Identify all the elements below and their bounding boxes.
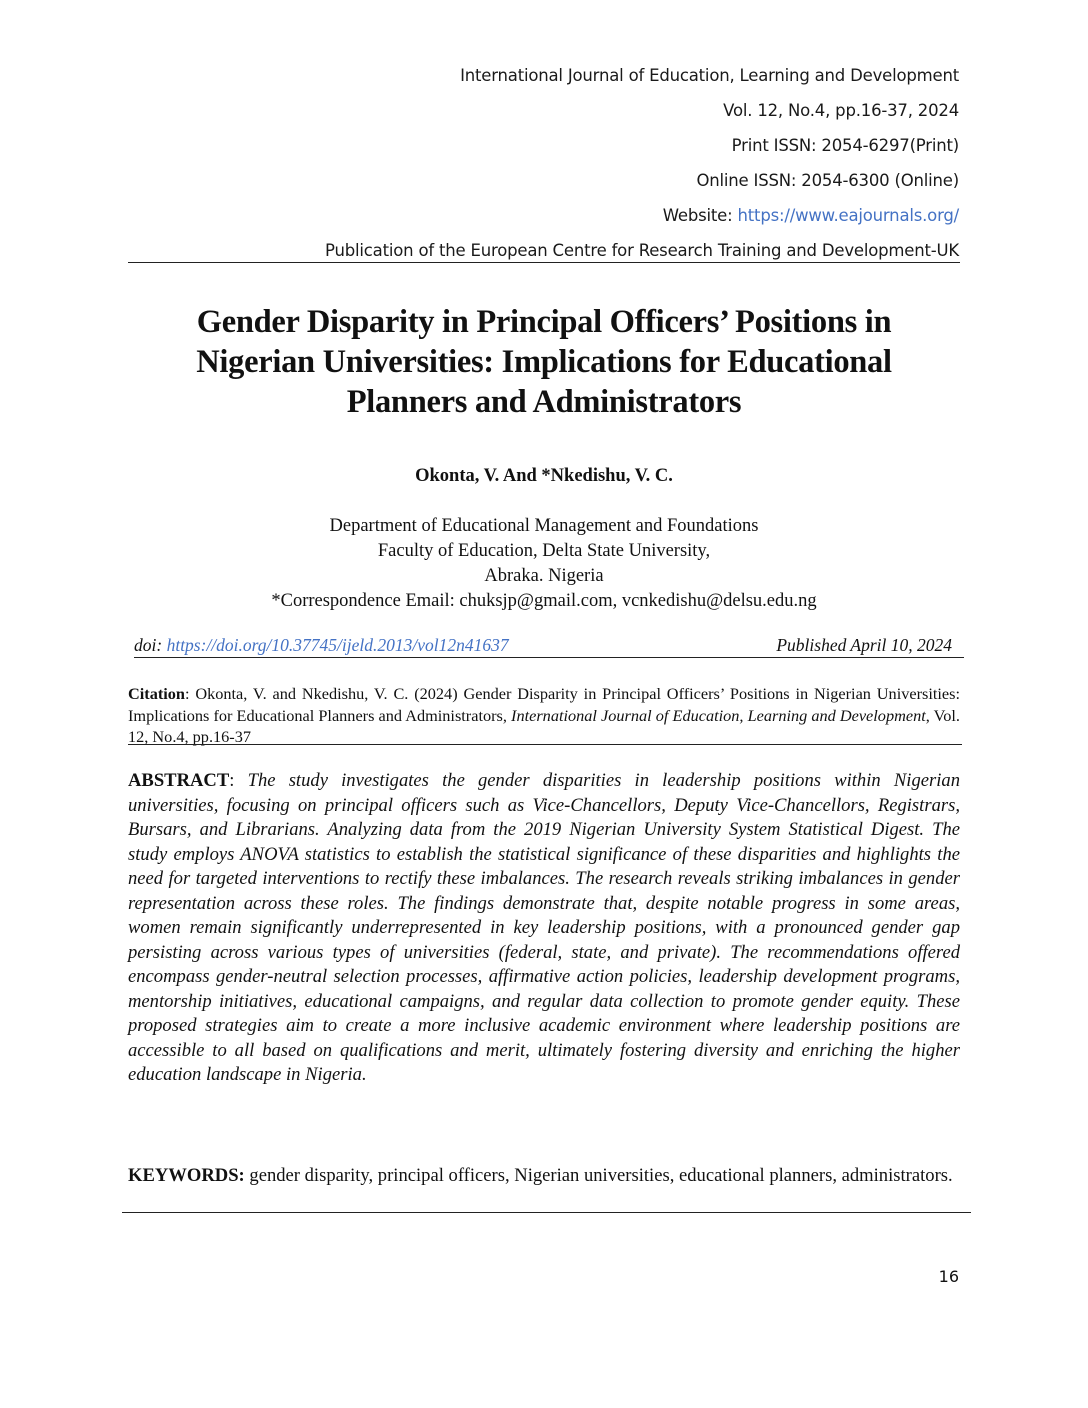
title-line-3: Planners and Administrators <box>346 384 742 420</box>
doi-divider <box>134 657 964 658</box>
website-label: Website: <box>662 206 738 225</box>
citation-journal: International Journal of Education, Learning and Development <box>511 705 926 725</box>
affiliation-department: Department of Educational Management and Foundations <box>329 516 759 536</box>
keywords-text: gender disparity, principal officers, Nigerian universities, educational planners, administrators. <box>244 1165 953 1186</box>
title-line-2: Nigerian Universities: Implications for Educational <box>196 344 892 380</box>
abstract-text: The study investigates the gender disparities in leadership positions within Nigerian universities, focusing on principal officers such as Vice-Chancellors, Deputy Vice-Chancellors, Registrars, Bursars, and Librarians. Analyzing data from the 2019 Nigerian University System Statistical Digest. The study employs ANOVA statistics to establish the statistical significance of these disparities and highlights the need for targeted interventions to rectify these imbalances. The research reveals striking imbalances in gender representation across these roles. The findings demonstrate that, despite notable progress in some areas, women remain significantly underrepresented in key leadership positions, with a pronounced gender gap persisting across various types of universities (federal, state, and private). The recommendations offered encompass gender-neutral selection processes, affirmative action policies, leadership development programs, mentorship initiatives, educational campaigns, and regular data collection to promote gender equity. These proposed strategies aim to create a more inclusive academic environment where leadership positions are accessible to all based on qualifications and merit, ultimately fostering diversity and enriching the higher education landscape in Nigeria. <box>128 770 960 1085</box>
print-issn: Print ISSN: 2054-6297(Print) <box>731 136 959 155</box>
citation-label: Citation <box>128 684 185 703</box>
abstract-separator: : <box>229 770 248 791</box>
online-issn: Online ISSN: 2054-6300 (Online) <box>696 171 959 190</box>
published-date: Published April 10, 2024 <box>776 635 952 655</box>
citation-divider <box>128 744 962 745</box>
correspondence-email: *Correspondence Email: chuksjp@gmail.com, vcnkedishu@delsu.edu.ng <box>271 591 817 611</box>
journal-name: International Journal of Education, Learning and Development <box>460 66 959 85</box>
paper-title <box>128 302 960 422</box>
doi-label: doi: <box>134 635 167 655</box>
authors: Okonta, V. And *Nkedishu, V. C. <box>415 466 673 486</box>
citation <box>128 683 960 748</box>
keywords-label: KEYWORDS: <box>128 1165 245 1186</box>
affiliation-location: Abraka. Nigeria <box>484 566 604 586</box>
website-link[interactable]: https://www.eajournals.org/ <box>737 206 959 225</box>
affiliation <box>128 514 960 614</box>
citation-text: : Okonta, V. and Nkedishu, V. C. (2024) Gender Disparity in Principal Officers’ Positions in Nigerian Universities: Implications for Educational Planners and Administrators, <box>128 684 960 725</box>
volume-info: Vol. 12, No.4, pp.16-37, 2024 <box>723 101 959 120</box>
title-line-1: Gender Disparity in Principal Officers’ Positions in <box>196 304 892 340</box>
page-number: 16 <box>938 1267 959 1286</box>
keywords <box>128 1163 960 1188</box>
abstract <box>128 769 960 1088</box>
website-line <box>663 206 959 225</box>
publisher-line: Publication of the European Centre for Research Training and Development-UK <box>325 241 959 260</box>
doi-row <box>134 635 960 656</box>
header-divider <box>128 262 960 263</box>
citation-volume: , Vol. 12, No.4, pp.16-37 <box>128 705 960 746</box>
doi-link[interactable]: https://doi.org/10.37745/ijeld.2013/vol12n41637 <box>166 635 509 655</box>
keywords-divider <box>122 1212 971 1213</box>
abstract-label: ABSTRACT <box>128 770 230 791</box>
affiliation-faculty: Faculty of Education, Delta State University, <box>377 541 711 561</box>
